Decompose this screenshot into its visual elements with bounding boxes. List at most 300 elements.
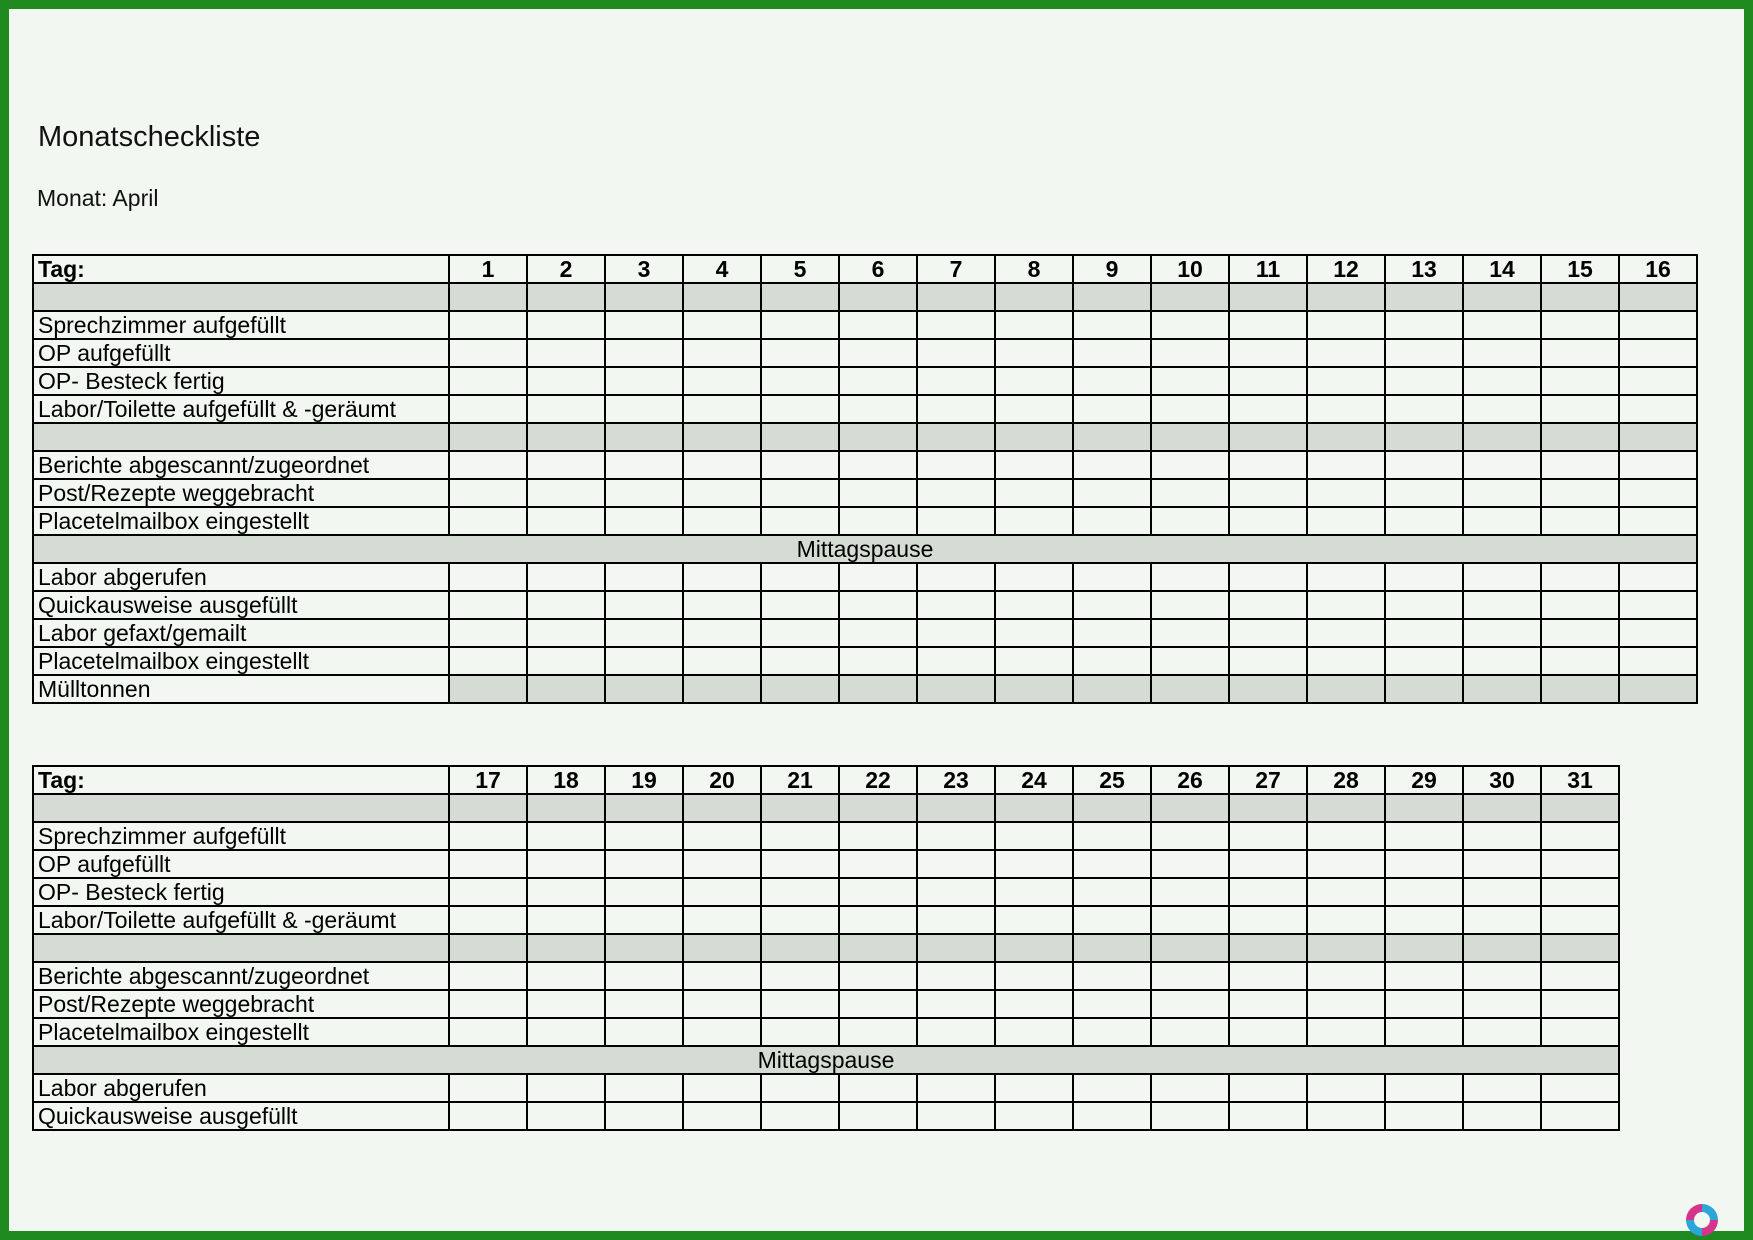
check-cell[interactable] [683,990,761,1018]
check-cell[interactable] [1151,878,1229,906]
check-cell[interactable] [1307,563,1385,591]
check-cell[interactable] [839,619,917,647]
check-cell[interactable] [761,1018,839,1046]
check-cell[interactable] [761,962,839,990]
check-cell[interactable] [839,1102,917,1130]
check-cell[interactable] [605,962,683,990]
check-cell[interactable] [683,675,761,703]
check-cell[interactable] [1541,1018,1619,1046]
check-cell[interactable] [527,479,605,507]
check-cell[interactable] [1541,962,1619,990]
check-cell[interactable] [1073,339,1151,367]
check-cell[interactable] [449,479,527,507]
check-cell[interactable] [917,339,995,367]
check-cell[interactable] [605,1074,683,1102]
check-cell[interactable] [995,311,1073,339]
check-cell[interactable] [761,395,839,423]
check-cell[interactable] [995,479,1073,507]
check-cell[interactable] [527,591,605,619]
check-cell[interactable] [995,675,1073,703]
check-cell[interactable] [605,507,683,535]
check-cell[interactable] [1385,906,1463,934]
check-cell[interactable] [1229,591,1307,619]
check-cell[interactable] [527,906,605,934]
check-cell[interactable] [1229,1074,1307,1102]
check-cell[interactable] [917,311,995,339]
check-cell[interactable] [839,822,917,850]
check-cell[interactable] [683,563,761,591]
check-cell[interactable] [995,451,1073,479]
check-cell[interactable] [527,451,605,479]
check-cell[interactable] [1619,507,1697,535]
check-cell[interactable] [1619,647,1697,675]
check-cell[interactable] [761,675,839,703]
check-cell[interactable] [449,962,527,990]
check-cell[interactable] [1385,990,1463,1018]
check-cell[interactable] [683,451,761,479]
check-cell[interactable] [1385,878,1463,906]
check-cell[interactable] [605,451,683,479]
check-cell[interactable] [995,367,1073,395]
check-cell[interactable] [917,619,995,647]
check-cell[interactable] [1541,591,1619,619]
check-cell[interactable] [1541,1074,1619,1102]
check-cell[interactable] [761,1102,839,1130]
check-cell[interactable] [995,339,1073,367]
check-cell[interactable] [449,675,527,703]
check-cell[interactable] [1541,822,1619,850]
check-cell[interactable] [1385,339,1463,367]
check-cell[interactable] [761,647,839,675]
check-cell[interactable] [839,962,917,990]
check-cell[interactable] [1619,451,1697,479]
check-cell[interactable] [1229,1018,1307,1046]
check-cell[interactable] [683,479,761,507]
check-cell[interactable] [1463,591,1541,619]
check-cell[interactable] [1151,850,1229,878]
check-cell[interactable] [1385,850,1463,878]
check-cell[interactable] [1463,507,1541,535]
check-cell[interactable] [1463,563,1541,591]
check-cell[interactable] [527,339,605,367]
check-cell[interactable] [1385,395,1463,423]
check-cell[interactable] [527,1074,605,1102]
check-cell[interactable] [1307,1102,1385,1130]
check-cell[interactable] [1151,591,1229,619]
check-cell[interactable] [449,563,527,591]
check-cell[interactable] [605,339,683,367]
check-cell[interactable] [995,990,1073,1018]
check-cell[interactable] [1541,563,1619,591]
check-cell[interactable] [1151,619,1229,647]
check-cell[interactable] [1073,563,1151,591]
check-cell[interactable] [449,822,527,850]
check-cell[interactable] [1229,479,1307,507]
check-cell[interactable] [1463,619,1541,647]
check-cell[interactable] [917,850,995,878]
check-cell[interactable] [1385,822,1463,850]
check-cell[interactable] [761,563,839,591]
check-cell[interactable] [1463,675,1541,703]
check-cell[interactable] [605,906,683,934]
check-cell[interactable] [839,675,917,703]
check-cell[interactable] [1151,822,1229,850]
check-cell[interactable] [1307,507,1385,535]
check-cell[interactable] [761,850,839,878]
check-cell[interactable] [449,395,527,423]
check-cell[interactable] [1619,311,1697,339]
check-cell[interactable] [449,850,527,878]
check-cell[interactable] [1619,395,1697,423]
check-cell[interactable] [1307,591,1385,619]
check-cell[interactable] [1229,906,1307,934]
check-cell[interactable] [1151,507,1229,535]
check-cell[interactable] [1541,451,1619,479]
check-cell[interactable] [1073,311,1151,339]
check-cell[interactable] [449,906,527,934]
check-cell[interactable] [995,850,1073,878]
check-cell[interactable] [527,367,605,395]
check-cell[interactable] [761,619,839,647]
check-cell[interactable] [839,507,917,535]
check-cell[interactable] [527,647,605,675]
check-cell[interactable] [1229,822,1307,850]
check-cell[interactable] [1151,311,1229,339]
check-cell[interactable] [761,1074,839,1102]
check-cell[interactable] [761,367,839,395]
check-cell[interactable] [995,619,1073,647]
check-cell[interactable] [449,339,527,367]
check-cell[interactable] [605,1102,683,1130]
check-cell[interactable] [995,647,1073,675]
check-cell[interactable] [1463,479,1541,507]
check-cell[interactable] [839,367,917,395]
check-cell[interactable] [1073,990,1151,1018]
check-cell[interactable] [527,878,605,906]
check-cell[interactable] [1463,850,1541,878]
check-cell[interactable] [917,822,995,850]
check-cell[interactable] [1541,507,1619,535]
check-cell[interactable] [683,591,761,619]
check-cell[interactable] [605,647,683,675]
check-cell[interactable] [605,591,683,619]
check-cell[interactable] [1463,451,1541,479]
check-cell[interactable] [605,850,683,878]
check-cell[interactable] [1619,367,1697,395]
check-cell[interactable] [761,906,839,934]
check-cell[interactable] [761,339,839,367]
check-cell[interactable] [1151,1102,1229,1130]
check-cell[interactable] [1307,850,1385,878]
check-cell[interactable] [449,1074,527,1102]
check-cell[interactable] [1229,507,1307,535]
check-cell[interactable] [1385,1018,1463,1046]
check-cell[interactable] [1541,906,1619,934]
check-cell[interactable] [995,507,1073,535]
check-cell[interactable] [1307,822,1385,850]
check-cell[interactable] [1073,878,1151,906]
check-cell[interactable] [1073,675,1151,703]
check-cell[interactable] [1463,1102,1541,1130]
check-cell[interactable] [1229,619,1307,647]
check-cell[interactable] [1385,962,1463,990]
check-cell[interactable] [839,647,917,675]
check-cell[interactable] [1463,1018,1541,1046]
check-cell[interactable] [839,339,917,367]
check-cell[interactable] [527,1018,605,1046]
check-cell[interactable] [1307,647,1385,675]
check-cell[interactable] [1073,850,1151,878]
check-cell[interactable] [683,367,761,395]
check-cell[interactable] [839,311,917,339]
check-cell[interactable] [1151,647,1229,675]
check-cell[interactable] [1151,339,1229,367]
check-cell[interactable] [605,367,683,395]
check-cell[interactable] [683,906,761,934]
check-cell[interactable] [527,822,605,850]
check-cell[interactable] [917,647,995,675]
check-cell[interactable] [917,906,995,934]
check-cell[interactable] [761,451,839,479]
check-cell[interactable] [449,591,527,619]
check-cell[interactable] [1463,990,1541,1018]
check-cell[interactable] [449,647,527,675]
check-cell[interactable] [527,395,605,423]
check-cell[interactable] [761,822,839,850]
check-cell[interactable] [449,1018,527,1046]
check-cell[interactable] [1385,1074,1463,1102]
check-cell[interactable] [1463,395,1541,423]
check-cell[interactable] [1073,1102,1151,1130]
check-cell[interactable] [1541,850,1619,878]
check-cell[interactable] [761,479,839,507]
check-cell[interactable] [1307,990,1385,1018]
check-cell[interactable] [917,507,995,535]
check-cell[interactable] [1619,563,1697,591]
check-cell[interactable] [1541,878,1619,906]
check-cell[interactable] [1307,1074,1385,1102]
check-cell[interactable] [1385,591,1463,619]
check-cell[interactable] [839,1018,917,1046]
check-cell[interactable] [683,647,761,675]
check-cell[interactable] [995,1074,1073,1102]
check-cell[interactable] [1307,451,1385,479]
check-cell[interactable] [1463,1074,1541,1102]
check-cell[interactable] [917,591,995,619]
check-cell[interactable] [1229,367,1307,395]
check-cell[interactable] [1073,822,1151,850]
check-cell[interactable] [605,1018,683,1046]
check-cell[interactable] [449,367,527,395]
check-cell[interactable] [1151,479,1229,507]
check-cell[interactable] [1619,339,1697,367]
check-cell[interactable] [449,311,527,339]
check-cell[interactable] [1229,990,1307,1018]
check-cell[interactable] [839,1074,917,1102]
check-cell[interactable] [605,479,683,507]
check-cell[interactable] [527,1102,605,1130]
check-cell[interactable] [527,990,605,1018]
check-cell[interactable] [1229,1102,1307,1130]
check-cell[interactable] [605,878,683,906]
check-cell[interactable] [839,591,917,619]
check-cell[interactable] [1073,1018,1151,1046]
check-cell[interactable] [1541,339,1619,367]
check-cell[interactable] [1229,962,1307,990]
check-cell[interactable] [683,1102,761,1130]
check-cell[interactable] [527,507,605,535]
check-cell[interactable] [1385,367,1463,395]
check-cell[interactable] [605,990,683,1018]
check-cell[interactable] [1385,311,1463,339]
check-cell[interactable] [917,451,995,479]
check-cell[interactable] [449,619,527,647]
check-cell[interactable] [1463,311,1541,339]
check-cell[interactable] [1229,451,1307,479]
check-cell[interactable] [605,395,683,423]
check-cell[interactable] [1151,1018,1229,1046]
check-cell[interactable] [1073,647,1151,675]
check-cell[interactable] [1151,367,1229,395]
check-cell[interactable] [995,822,1073,850]
check-cell[interactable] [839,563,917,591]
check-cell[interactable] [1385,563,1463,591]
check-cell[interactable] [683,507,761,535]
check-cell[interactable] [1385,1102,1463,1130]
check-cell[interactable] [1229,850,1307,878]
check-cell[interactable] [605,563,683,591]
check-cell[interactable] [683,339,761,367]
check-cell[interactable] [1619,591,1697,619]
check-cell[interactable] [1307,619,1385,647]
check-cell[interactable] [1307,395,1385,423]
check-cell[interactable] [995,395,1073,423]
check-cell[interactable] [761,878,839,906]
check-cell[interactable] [1073,1074,1151,1102]
check-cell[interactable] [917,1102,995,1130]
check-cell[interactable] [1463,962,1541,990]
check-cell[interactable] [995,591,1073,619]
check-cell[interactable] [761,591,839,619]
check-cell[interactable] [1229,647,1307,675]
check-cell[interactable] [605,675,683,703]
check-cell[interactable] [995,1102,1073,1130]
check-cell[interactable] [1307,311,1385,339]
check-cell[interactable] [683,878,761,906]
check-cell[interactable] [1229,563,1307,591]
check-cell[interactable] [605,311,683,339]
check-cell[interactable] [761,990,839,1018]
check-cell[interactable] [1541,619,1619,647]
check-cell[interactable] [527,675,605,703]
check-cell[interactable] [917,990,995,1018]
check-cell[interactable] [1151,1074,1229,1102]
check-cell[interactable] [995,1018,1073,1046]
check-cell[interactable] [1541,367,1619,395]
check-cell[interactable] [839,906,917,934]
check-cell[interactable] [917,675,995,703]
check-cell[interactable] [1307,878,1385,906]
check-cell[interactable] [605,822,683,850]
check-cell[interactable] [995,962,1073,990]
check-cell[interactable] [1385,619,1463,647]
check-cell[interactable] [683,850,761,878]
check-cell[interactable] [1385,675,1463,703]
check-cell[interactable] [683,311,761,339]
check-cell[interactable] [1073,591,1151,619]
check-cell[interactable] [1229,675,1307,703]
check-cell[interactable] [917,395,995,423]
check-cell[interactable] [1541,675,1619,703]
check-cell[interactable] [683,1018,761,1046]
check-cell[interactable] [1151,675,1229,703]
check-cell[interactable] [1073,906,1151,934]
check-cell[interactable] [1073,451,1151,479]
check-cell[interactable] [1619,675,1697,703]
check-cell[interactable] [1385,647,1463,675]
check-cell[interactable] [1307,962,1385,990]
check-cell[interactable] [1541,990,1619,1018]
check-cell[interactable] [527,962,605,990]
check-cell[interactable] [527,311,605,339]
check-cell[interactable] [1229,395,1307,423]
check-cell[interactable] [1541,395,1619,423]
check-cell[interactable] [1151,906,1229,934]
check-cell[interactable] [1073,507,1151,535]
check-cell[interactable] [1307,479,1385,507]
check-cell[interactable] [917,563,995,591]
check-cell[interactable] [683,1074,761,1102]
check-cell[interactable] [917,479,995,507]
check-cell[interactable] [995,563,1073,591]
check-cell[interactable] [995,878,1073,906]
check-cell[interactable] [449,507,527,535]
check-cell[interactable] [1151,563,1229,591]
check-cell[interactable] [1463,339,1541,367]
check-cell[interactable] [1073,479,1151,507]
check-cell[interactable] [1229,339,1307,367]
check-cell[interactable] [761,311,839,339]
check-cell[interactable] [1073,619,1151,647]
check-cell[interactable] [1073,962,1151,990]
check-cell[interactable] [683,395,761,423]
check-cell[interactable] [683,619,761,647]
check-cell[interactable] [917,962,995,990]
check-cell[interactable] [1463,878,1541,906]
check-cell[interactable] [1307,906,1385,934]
check-cell[interactable] [917,1074,995,1102]
check-cell[interactable] [605,619,683,647]
check-cell[interactable] [1463,906,1541,934]
check-cell[interactable] [527,563,605,591]
check-cell[interactable] [1151,395,1229,423]
check-cell[interactable] [839,878,917,906]
check-cell[interactable] [1151,990,1229,1018]
check-cell[interactable] [995,906,1073,934]
check-cell[interactable] [1307,339,1385,367]
check-cell[interactable] [917,367,995,395]
check-cell[interactable] [1229,878,1307,906]
check-cell[interactable] [1619,479,1697,507]
check-cell[interactable] [449,878,527,906]
check-cell[interactable] [1619,619,1697,647]
check-cell[interactable] [839,451,917,479]
check-cell[interactable] [1385,507,1463,535]
check-cell[interactable] [1541,479,1619,507]
check-cell[interactable] [917,878,995,906]
check-cell[interactable] [1151,451,1229,479]
check-cell[interactable] [1073,395,1151,423]
